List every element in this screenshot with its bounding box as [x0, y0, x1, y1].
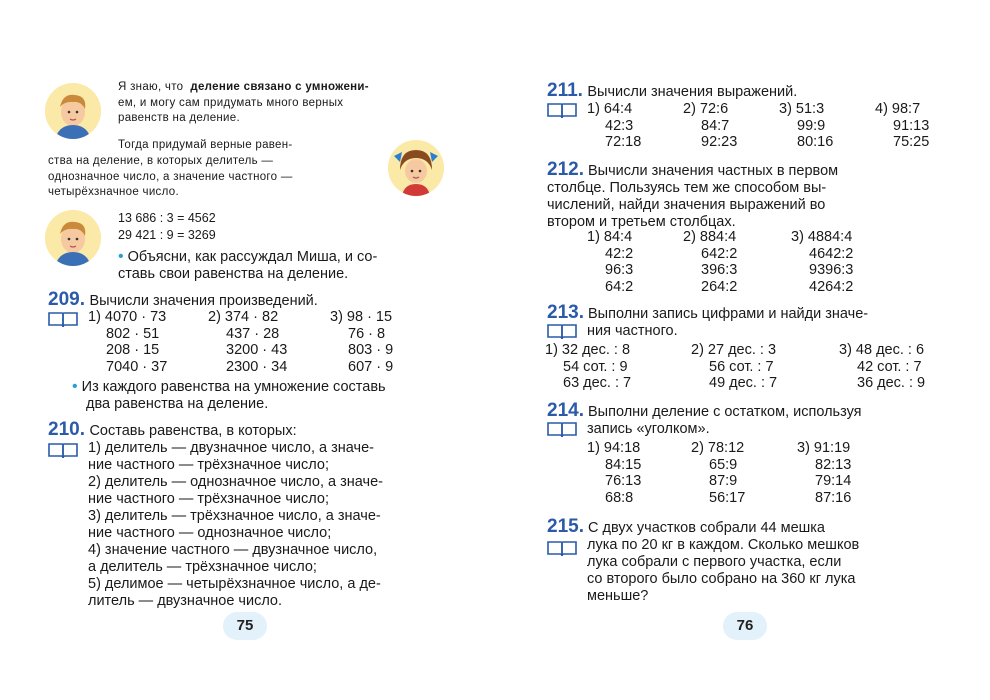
boy-avatar — [45, 83, 101, 139]
example-line: 13 686 : 3 = 4562 — [118, 211, 216, 225]
dialog-text: ства на деление, в которых делитель — — [48, 155, 274, 167]
dialog-boy — [118, 80, 444, 127]
task-title: Вычисли значения выражений. — [587, 84, 798, 100]
dialog-text: Тогда придумай верные равен- — [118, 139, 293, 151]
task-211-columns: 1) 64:4 42:3 72:18 2) 72:6 84:7 92:23 3) 51:3 99:9 80:16 4) 98:7 91:13 75:25 — [587, 101, 930, 150]
task-number: 214. — [547, 400, 584, 421]
page-number: 75 — [223, 612, 267, 640]
right-page — [495, 0, 990, 700]
dialog-text: равенств на деление. — [118, 112, 240, 124]
task-title: Вычисли значения произведений. — [89, 293, 318, 309]
task-209-columns: 1) 4070 · 73 802 · 51 208 · 15 7040 · 37 2) 374 · 82 437 · 28 3200 · 43 2300 · 34 3) 98 · 15 76 · 8 803 · 9 607 · 9 — [88, 309, 394, 375]
examples — [118, 210, 216, 244]
page-number: 76 — [723, 612, 767, 640]
task-number: 215. — [547, 516, 584, 537]
dialog-text: однозначное число, а значение частного — — [48, 170, 293, 183]
task-214-columns: 1) 94:18 84:15 76:13 68:8 2) 78:12 65:9 87:9 56:17 3) 91:19 82:13 79:14 87:16 — [587, 440, 852, 506]
book-icon — [547, 539, 577, 557]
example-line: 29 421 : 9 = 3269 — [118, 228, 216, 242]
dialog-bold: деление связано с умножени- — [190, 81, 369, 93]
dialog-text: четырёхзначное число. — [48, 186, 179, 198]
book-icon — [547, 420, 577, 438]
task-215: 215. С двух участков собрали 44 мешка лука по 20 кг в каждом. Сколько мешков лука собрали с первого участка, если со второго было собрано на 360 кг лука меньше? — [547, 516, 860, 604]
task-210 — [48, 419, 297, 441]
task-209-note: • Из каждого равенства на умножение составь два равенства на деление. — [72, 378, 386, 412]
task-number: 209. — [48, 289, 85, 310]
task-213: 213. Выполни запись цифрами и найди значе- ния частного. — [547, 302, 869, 339]
dialog-girl-1 — [118, 138, 378, 154]
task-214: 214. Выполни деление с остатком, используя запись «уголком». — [547, 400, 862, 437]
task-213-columns: 1) 32 дес. : 8 54 сот. : 9 63 дес. : 7 2) 27 дес. : 3 56 сот. : 7 49 дес. : 7 3) 48 дес. : 6 42 сот. : 7 36 дес. : 9 — [545, 342, 926, 391]
task-211 — [547, 80, 797, 102]
task-title: Составь равенства, в которых: — [89, 423, 297, 439]
task-number: 210. — [48, 419, 85, 440]
task-number: 213. — [547, 302, 584, 323]
boy-avatar-2 — [45, 210, 101, 266]
task-212: 212. Вычисли значения частных в первом столбце. Пользуясь тем же способом вы- числений, найди значения выражений во втором и третьем столбцах. — [547, 159, 839, 230]
book-icon — [48, 441, 78, 459]
dialog-text: ем, и могу сам придумать много верных — [118, 96, 344, 109]
explain-text: • Объясни, как рассуждал Миша, и со- ставь свои равенства на деление. — [118, 248, 378, 282]
bullet-icon: • — [72, 378, 78, 395]
girl-avatar — [388, 140, 444, 196]
task-210-body: 1) делитель — двузначное число, а значе- ние частного — трёхзначное число; 2) делитель — однозначное число, а значе- ние частного — трёхзначное число; 3) делитель — трёхзначное число, а значе- ние частного — однозначное число; 4) значение частного — двузначное число, а делитель — трёхзначное число; 5) делимое — четырёхзначное число, а де- литель — двузначное число. — [88, 440, 383, 609]
task-number: 211. — [547, 80, 583, 101]
task-number: 212. — [547, 159, 584, 180]
book-icon — [547, 322, 577, 340]
dialog-girl-2 — [48, 154, 378, 201]
dialog-text: Я знаю, что — [118, 81, 184, 93]
book-icon — [547, 101, 577, 119]
task-212-columns: 1) 84:4 42:2 96:3 64:2 2) 884:4 642:2 396:3 264:2 3) 4884:4 4642:2 9396:3 4264:2 — [587, 229, 854, 295]
bullet-icon: • — [118, 248, 124, 265]
task-209 — [48, 289, 318, 311]
book-icon — [48, 310, 78, 328]
